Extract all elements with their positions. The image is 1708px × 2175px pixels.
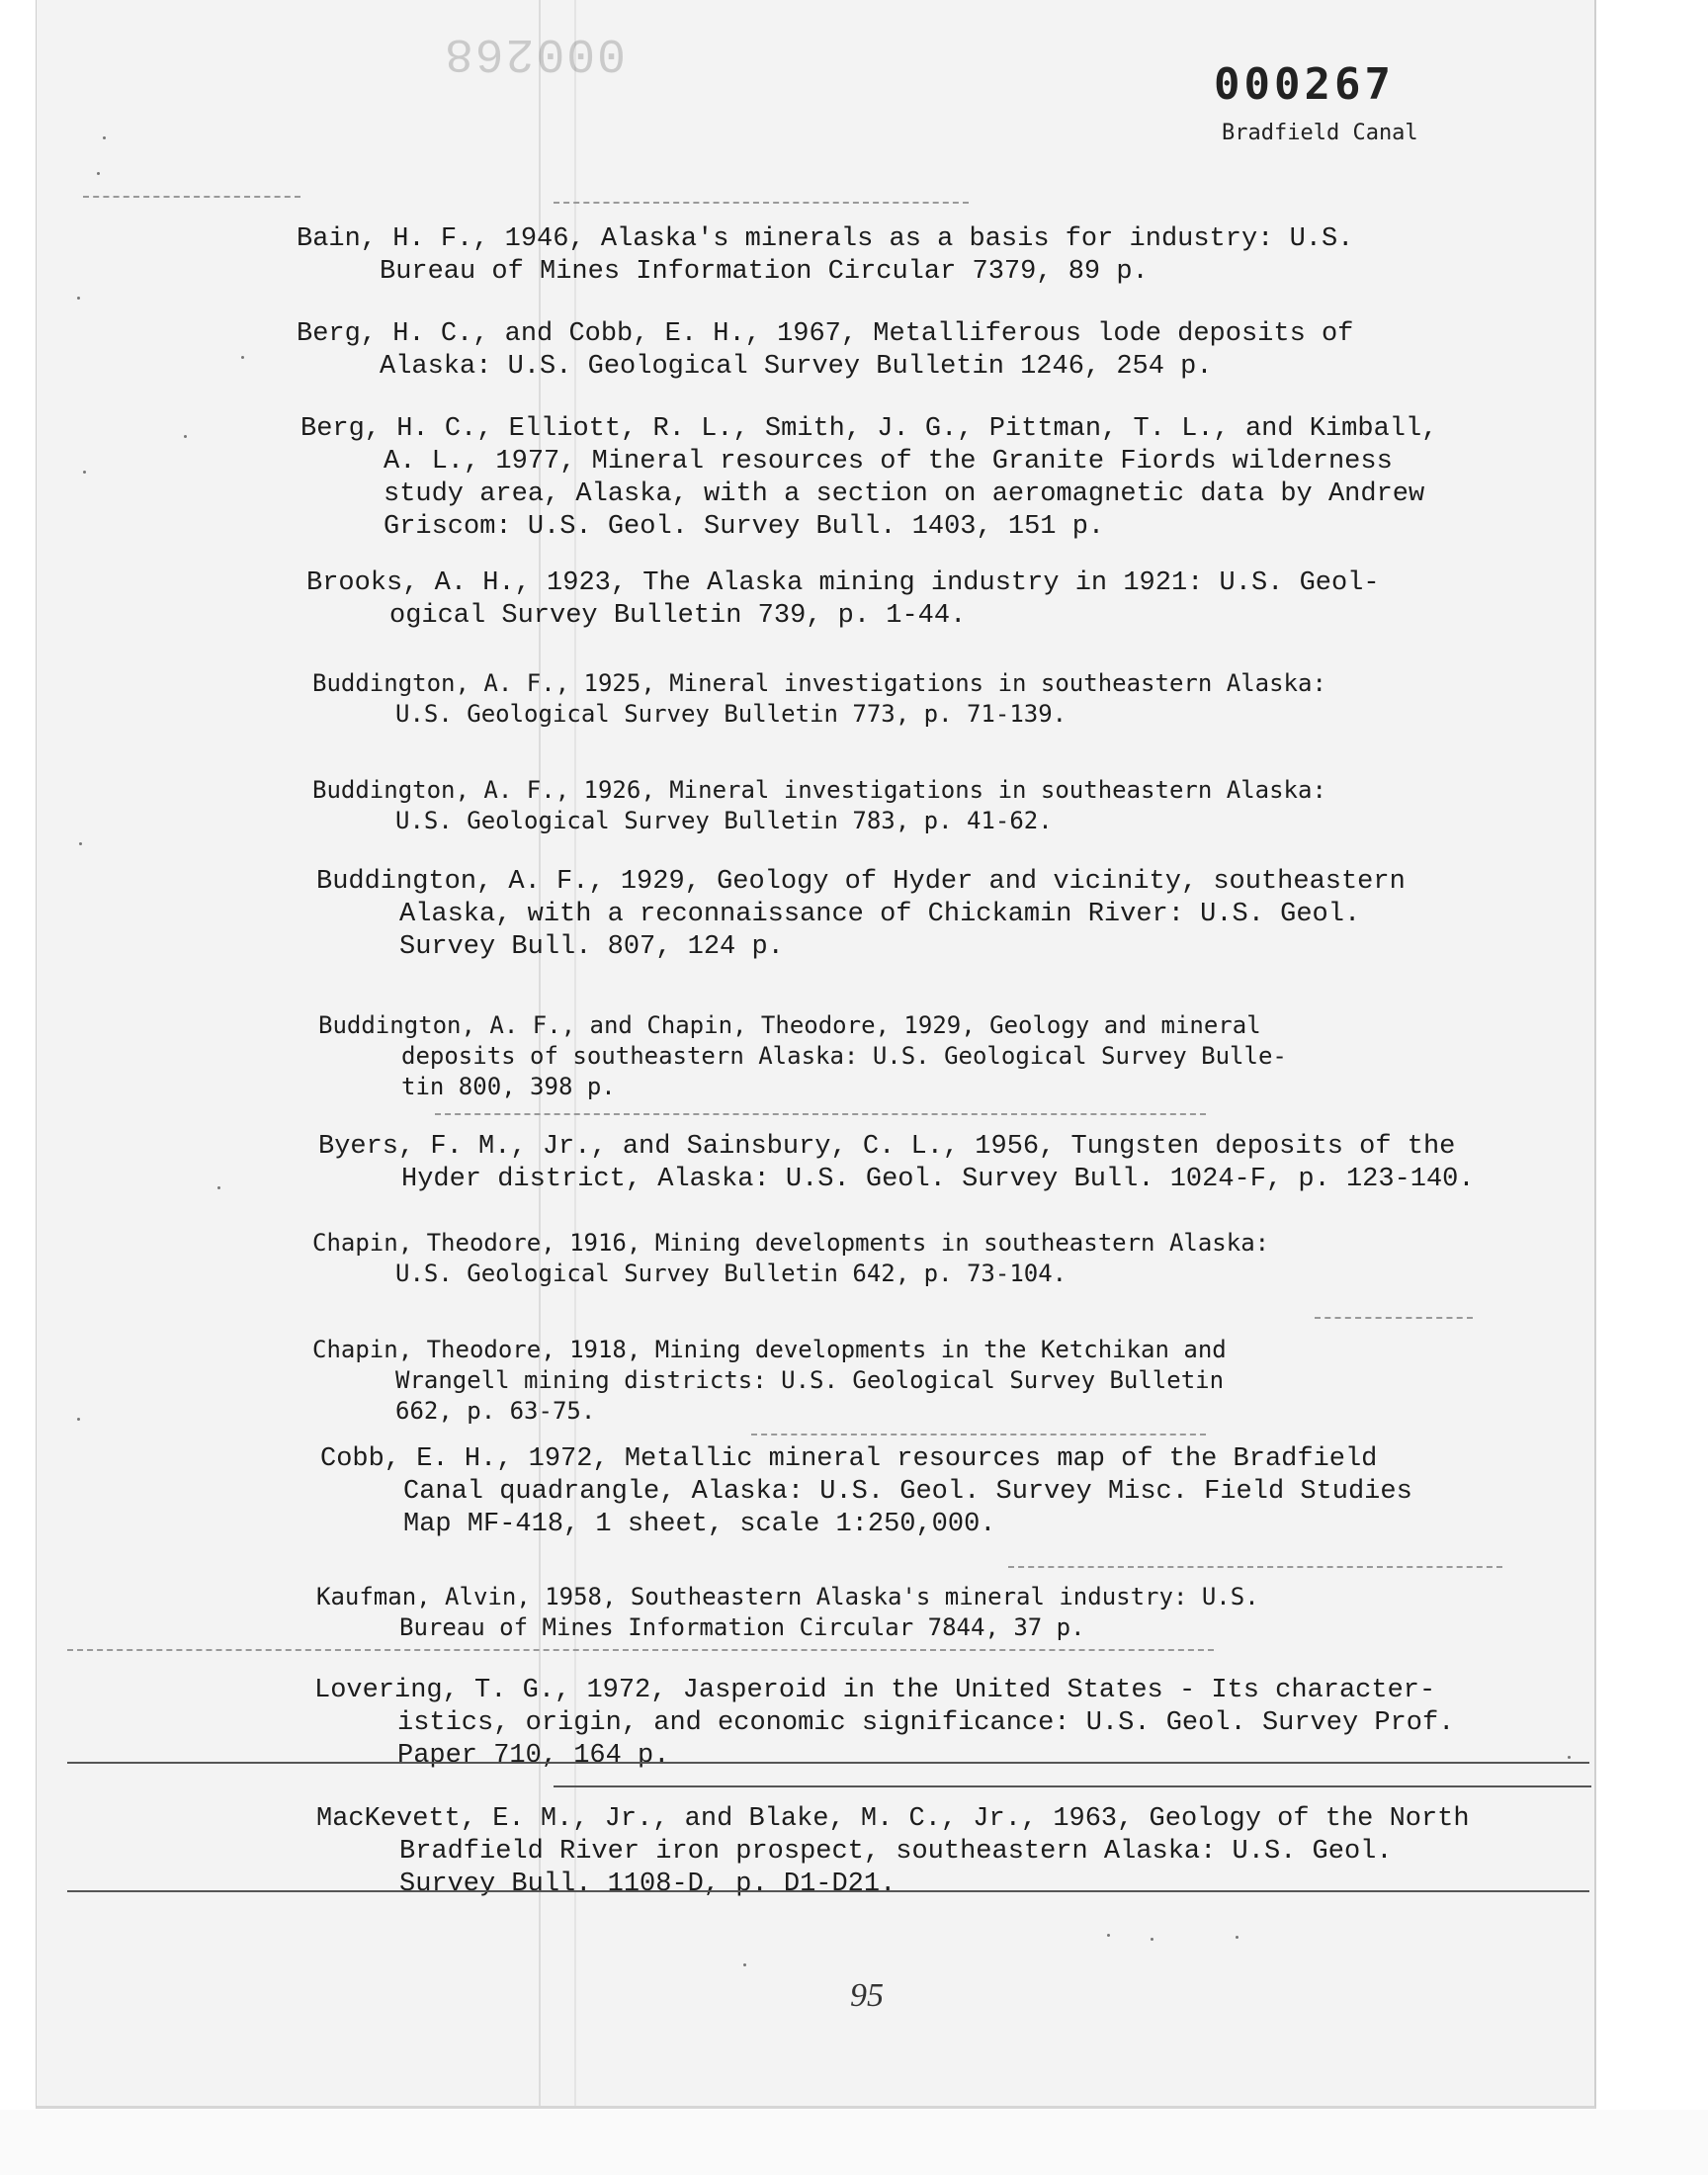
reference-entry: [312, 668, 1326, 730]
reference-continuation-line: Wrangell mining districts: U.S. Geological Survey Bulletin: [395, 1366, 1225, 1394]
scan-artifact-speck: [1107, 1934, 1110, 1937]
reference-continuation-line: Bureau of Mines Information Circular 7379, 89 p.: [380, 257, 1149, 287]
scan-artifact-speck: [217, 1186, 220, 1189]
reference-first-line: Cobb, E. H., 1972, Metallic mineral resources map of the Bradfield: [320, 1444, 1378, 1474]
scan-artifact-speck: [1151, 1938, 1153, 1941]
reference-continuation-line: ogical Survey Bulletin 739, p. 1-44.: [389, 601, 967, 631]
reference-entry: [314, 1675, 1454, 1773]
quadrangle-label: Bradfield Canal: [1222, 121, 1418, 145]
document-number-stamp: 000267: [1214, 59, 1395, 110]
scan-artifact-speck: [1568, 1756, 1571, 1759]
reference-entry: [312, 1228, 1269, 1289]
scan-artifact-dash: [67, 1649, 1214, 1651]
reference-entry: [297, 318, 1353, 384]
reference-first-line: Chapin, Theodore, 1918, Mining developments in the Ketchikan and: [312, 1336, 1227, 1363]
reference-continuation-line: Alaska: U.S. Geological Survey Bulletin 1246, 254 p.: [380, 352, 1213, 382]
reference-entry: [300, 413, 1437, 544]
ghost-stamp: 000268: [443, 26, 626, 79]
reference-continuation-line: U.S. Geological Survey Bulletin 642, p. 73-104.: [395, 1260, 1068, 1287]
reference-first-line: Berg, H. C., Elliott, R. L., Smith, J. G., Pittman, T. L., and Kimball,: [300, 414, 1438, 444]
reference-entry: [320, 1443, 1412, 1541]
reference-continuation-line: A. L., 1977, Mineral resources of the Granite Fiords wilderness: [384, 447, 1393, 477]
scan-margin: [0, 2110, 1708, 2175]
scan-artifact-speck: [77, 297, 80, 300]
reference-continuation-line: Bureau of Mines Information Circular 7844, 37 p.: [399, 1613, 1085, 1641]
reference-continuation-line: Paper 710, 164 p.: [397, 1741, 670, 1771]
reference-first-line: Buddington, A. F., 1925, Mineral investigations in southeastern Alaska:: [312, 669, 1326, 697]
reference-entry: [297, 223, 1353, 289]
reference-entry: [316, 866, 1406, 964]
reference-first-line: Bain, H. F., 1946, Alaska's minerals as a basis for industry: U.S.: [297, 224, 1354, 254]
reference-continuation-line: tin 800, 398 p.: [401, 1073, 616, 1100]
reference-first-line: Berg, H. C., and Cobb, E. H., 1967, Metalliferous lode deposits of: [297, 319, 1354, 349]
scan-artifact-speck: [103, 136, 106, 139]
reference-continuation-line: 662, p. 63-75.: [395, 1397, 596, 1425]
reference-first-line: Lovering, T. G., 1972, Jasperoid in the United States - Its character-: [314, 1676, 1436, 1705]
reference-continuation-line: Alaska, with a reconnaissance of Chickamin River: U.S. Geol.: [399, 900, 1361, 929]
page-number: 95: [850, 1977, 884, 2014]
reference-continuation-line: Canal quadrangle, Alaska: U.S. Geol. Survey Misc. Field Studies: [403, 1477, 1412, 1507]
scan-artifact-speck: [743, 1963, 746, 1966]
reference-continuation-line: U.S. Geological Survey Bulletin 783, p. 41-62.: [395, 807, 1053, 834]
scan-artifact-speck: [79, 842, 82, 845]
scan-artifact-dash: [83, 196, 300, 198]
reference-continuation-line: Bradfield River iron prospect, southeastern Alaska: U.S. Geol.: [399, 1837, 1393, 1867]
reference-entry: [318, 1131, 1475, 1196]
scan-artifact-speck: [77, 1418, 80, 1421]
reference-continuation-line: istics, origin, and economic significance: U.S. Geol. Survey Prof.: [397, 1708, 1455, 1738]
reference-first-line: MacKevett, E. M., Jr., and Blake, M. C., Jr., 1963, Geology of the North: [316, 1804, 1470, 1834]
reference-entry: [312, 775, 1326, 836]
scan-artifact-speck: [241, 356, 244, 359]
reference-first-line: Buddington, A. F., and Chapin, Theodore, 1929, Geology and mineral: [318, 1011, 1261, 1039]
reference-continuation-line: U.S. Geological Survey Bulletin 773, p. 71-139.: [395, 700, 1068, 728]
reference-continuation-line: Map MF-418, 1 sheet, scale 1:250,000.: [403, 1510, 996, 1539]
scan-artifact-dash: [751, 1434, 1206, 1436]
reference-first-line: Kaufman, Alvin, 1958, Southeastern Alaska's mineral industry: U.S.: [316, 1583, 1259, 1610]
reference-entry: [316, 1582, 1259, 1643]
scan-artifact-speck: [83, 471, 86, 474]
reference-entry: [318, 1010, 1287, 1102]
reference-first-line: Chapin, Theodore, 1916, Mining developments in southeastern Alaska:: [312, 1229, 1270, 1257]
scan-artifact-dash: [1315, 1317, 1473, 1319]
reference-continuation-line: Griscom: U.S. Geol. Survey Bull. 1403, 151 p.: [384, 512, 1105, 542]
scan-artifact-dash: [1008, 1566, 1502, 1568]
reference-first-line: Buddington, A. F., 1929, Geology of Hyder and vicinity, southeastern: [316, 867, 1406, 897]
scan-artifact-speck: [184, 435, 187, 438]
reference-entry: [316, 1803, 1470, 1901]
reference-continuation-line: study area, Alaska, with a section on aeromagnetic data by Andrew: [384, 479, 1425, 509]
scan-artifact-rule: [67, 1762, 1589, 1764]
scan-artifact-dash: [435, 1113, 1206, 1115]
scan-artifact-rule: [67, 1890, 1589, 1892]
scan-artifact-speck: [1236, 1936, 1238, 1939]
reference-continuation-line: deposits of southeastern Alaska: U.S. Geological Survey Bulle-: [401, 1042, 1287, 1070]
reference-first-line: Buddington, A. F., 1926, Mineral investigations in southeastern Alaska:: [312, 776, 1326, 804]
reference-first-line: Byers, F. M., Jr., and Sainsbury, C. L., 1956, Tungsten deposits of the: [318, 1132, 1456, 1162]
reference-continuation-line: Survey Bull. 807, 124 p.: [399, 932, 784, 962]
reference-continuation-line: Hyder district, Alaska: U.S. Geol. Survey Bull. 1024-F, p. 123-140.: [401, 1165, 1475, 1194]
scan-artifact-speck: [97, 172, 100, 175]
reference-entry: [306, 567, 1380, 633]
scan-artifact-dash: [554, 202, 969, 204]
scan-artifact-rule: [554, 1785, 1591, 1787]
reference-continuation-line: Survey Bull. 1108-D, p. D1-D21.: [399, 1870, 897, 1899]
reference-entry: [312, 1335, 1227, 1427]
reference-first-line: Brooks, A. H., 1923, The Alaska mining industry in 1921: U.S. Geol-: [306, 568, 1380, 598]
